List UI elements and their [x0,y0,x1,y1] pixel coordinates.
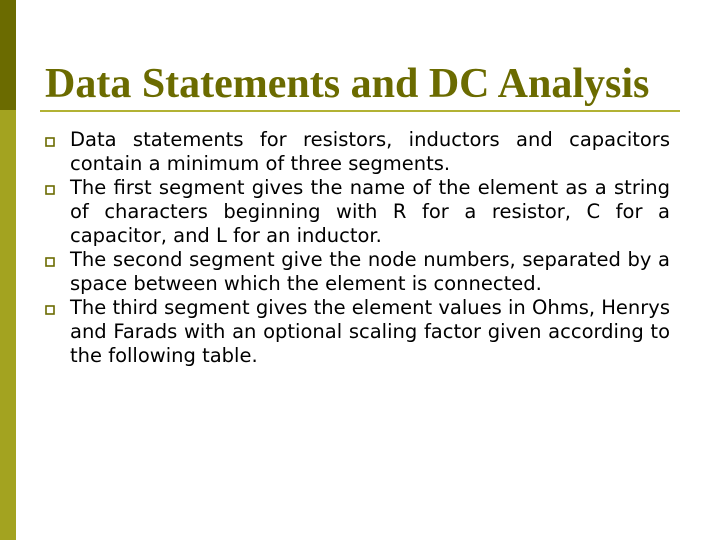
hollow-square-bullet-icon [45,305,55,315]
hollow-square-bullet-icon [45,185,55,195]
left-accent-band-light [0,110,16,540]
hollow-square-bullet-icon [45,137,55,147]
slide-title: Data Statements and DC Analysis [45,61,650,107]
left-accent-band-dark [0,0,16,110]
bullet-item [45,296,670,368]
bullet-text: The first segment gives the name of the element as a string of characters beginning with R for a resistor, C for a capacitor, and L for an inductor. [70,176,670,247]
bullet-text: The second segment give the node numbers, separated by a space between which the element is connected. [70,248,670,295]
bullet-text: The third segment gives the element values in Ohms, Henrys and Farads with an optional scaling factor given according to the following table. [70,296,670,367]
bullet-list [45,128,670,368]
bullet-item [45,128,670,176]
hollow-square-bullet-icon [45,257,55,267]
title-underline [40,110,680,112]
bullet-text: Data statements for resistors, inductors and capacitors contain a minimum of three segments. [70,128,670,175]
bullet-item [45,176,670,248]
bullet-item [45,248,670,296]
